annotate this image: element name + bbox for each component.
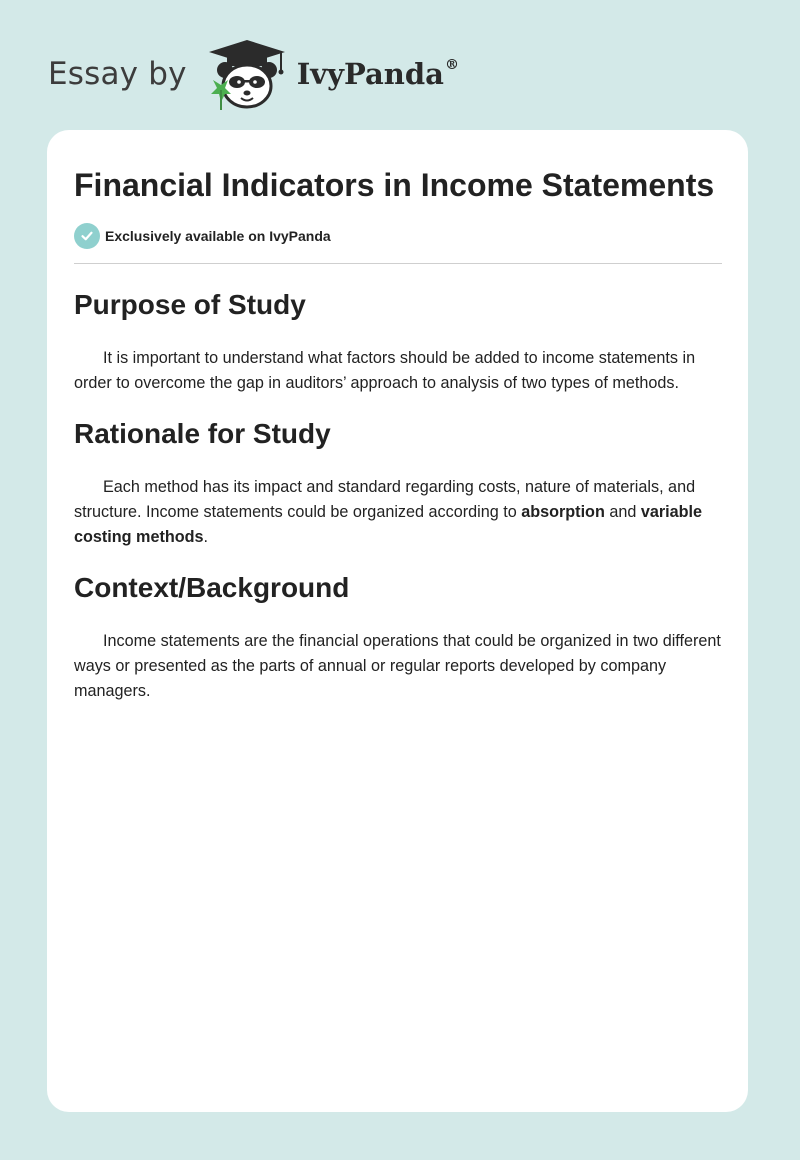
section-paragraph-context: Income statements are the financial operations that could be organized in two different ways or presented as the parts of annual or regular reports developed by company managers.	[74, 632, 721, 700]
title-divider	[74, 263, 722, 264]
registered-mark: ®	[444, 57, 459, 74]
panda-graduate-logo-icon[interactable]	[201, 36, 293, 112]
section-heading-context: Context/Background	[74, 572, 350, 603]
section-paragraph-rationale: Each method has its impact and standard regarding costs, nature of materials, and structure. Income statements could be organized according to absorption and variable costing methods.	[74, 478, 703, 546]
section-paragraph-purpose: It is important to understand what factors should be added to income statements in order to overcome the gap in auditors’ approach to analysis of two types of methods.	[74, 349, 696, 392]
brand-name[interactable]: IvyPanda®	[296, 57, 459, 91]
exclusive-badge	[74, 223, 722, 249]
site-header	[48, 36, 459, 112]
bold-term-absorption: absorption	[521, 503, 605, 521]
section-heading-purpose: Purpose of Study	[74, 289, 306, 320]
check-circle-icon	[74, 223, 100, 249]
page-title: Financial Indicators in Income Statements	[74, 167, 715, 203]
exclusive-label: Exclusively available on IvyPanda	[105, 228, 331, 244]
essay-card	[47, 130, 748, 1112]
essay-by-label: Essay by	[48, 56, 187, 92]
bold-term-variable-costing: variable costing methods	[74, 503, 703, 546]
section-heading-rationale: Rationale for Study	[74, 418, 331, 449]
